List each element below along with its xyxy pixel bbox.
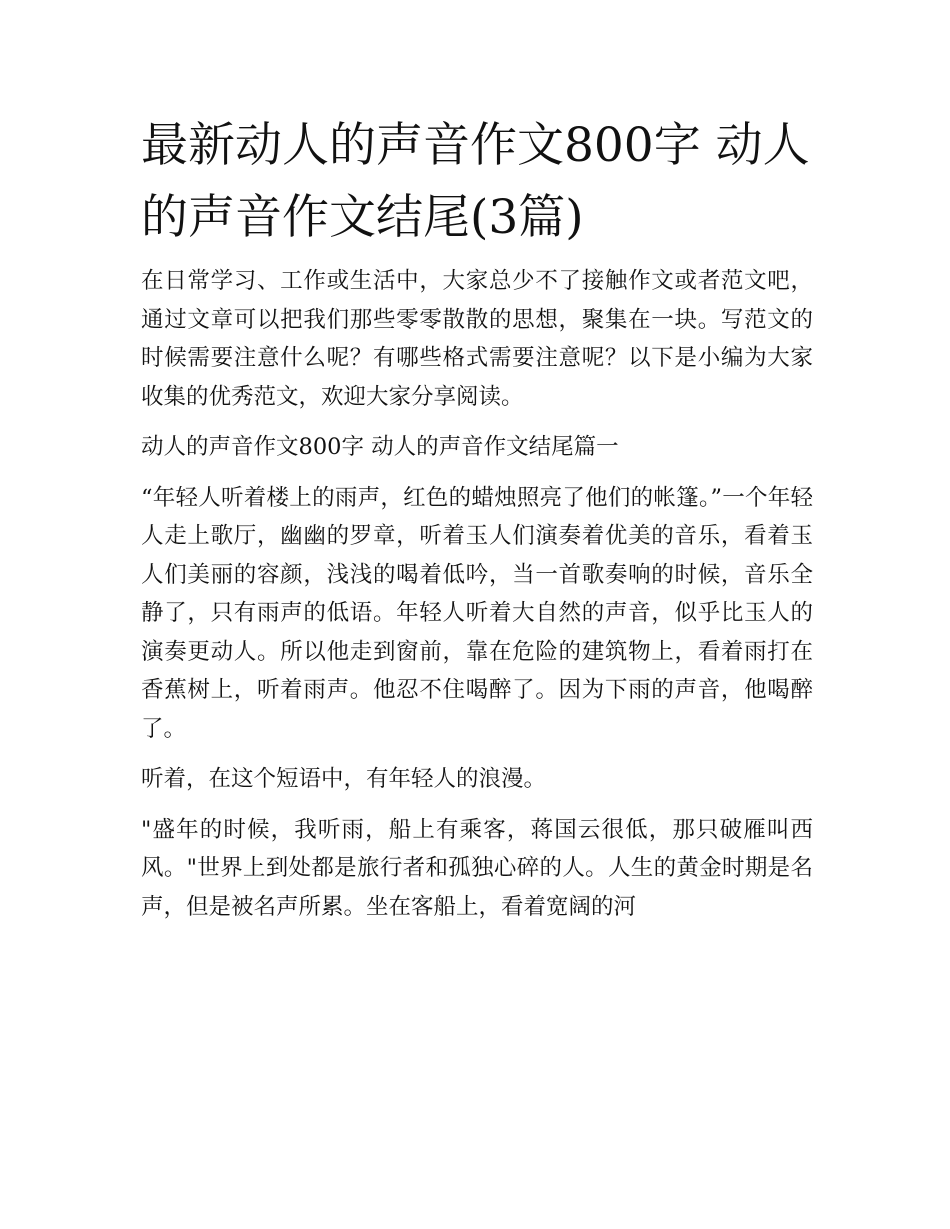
- document-title: 最新动人的声音作文800字 动人的声音作文结尾(3篇): [141, 118, 810, 245]
- section-heading: 动人的声音作文800字 动人的声音作文结尾篇一: [141, 434, 619, 460]
- body-paragraph-1: “年轻人听着楼上的雨声，红色的蜡烛照亮了他们的帐篷。”一个年轻人走上歌厅，幽幽的罗章，听着玉人们演奏着优美的音乐，看着玉人们美丽的容颜，浅浅的喝着低吟，当一首歌奏响的时候，音乐全静了，只有雨声的低语。年轻人听着大自然的声音，似乎比玉人的演奏更动人。所以他走到窗前，靠在危险的建筑物上，看着雨打在香蕉树上，听着雨声。他忍不住喝醉了。因为下雨的声音，他喝醉了。: [141, 484, 813, 742]
- body-paragraph-3: "盛年的时候，我听雨，船上有乘客，蒋国云很低，那只破雁叫西风。"世界上到处都是旅行者和孤独心碎的人。人生的黄金时期是名声，但是被名声所累。坐在客船上，看着宽阔的河: [141, 816, 813, 920]
- intro-paragraph: 在日常学习、工作或生活中，大家总少不了接触作文或者范文吧，通过文章可以把我们那些零零散散的思想，聚集在一块。写范文的时候需要注意什么呢？有哪些格式需要注意呢？以下是小编为大家收集的优秀范文，欢迎大家分享阅读。: [141, 268, 813, 410]
- body-paragraph-2: 听着，在这个短语中，有年轻人的浪漫。: [141, 766, 547, 792]
- document-page: [141, 110, 813, 938]
